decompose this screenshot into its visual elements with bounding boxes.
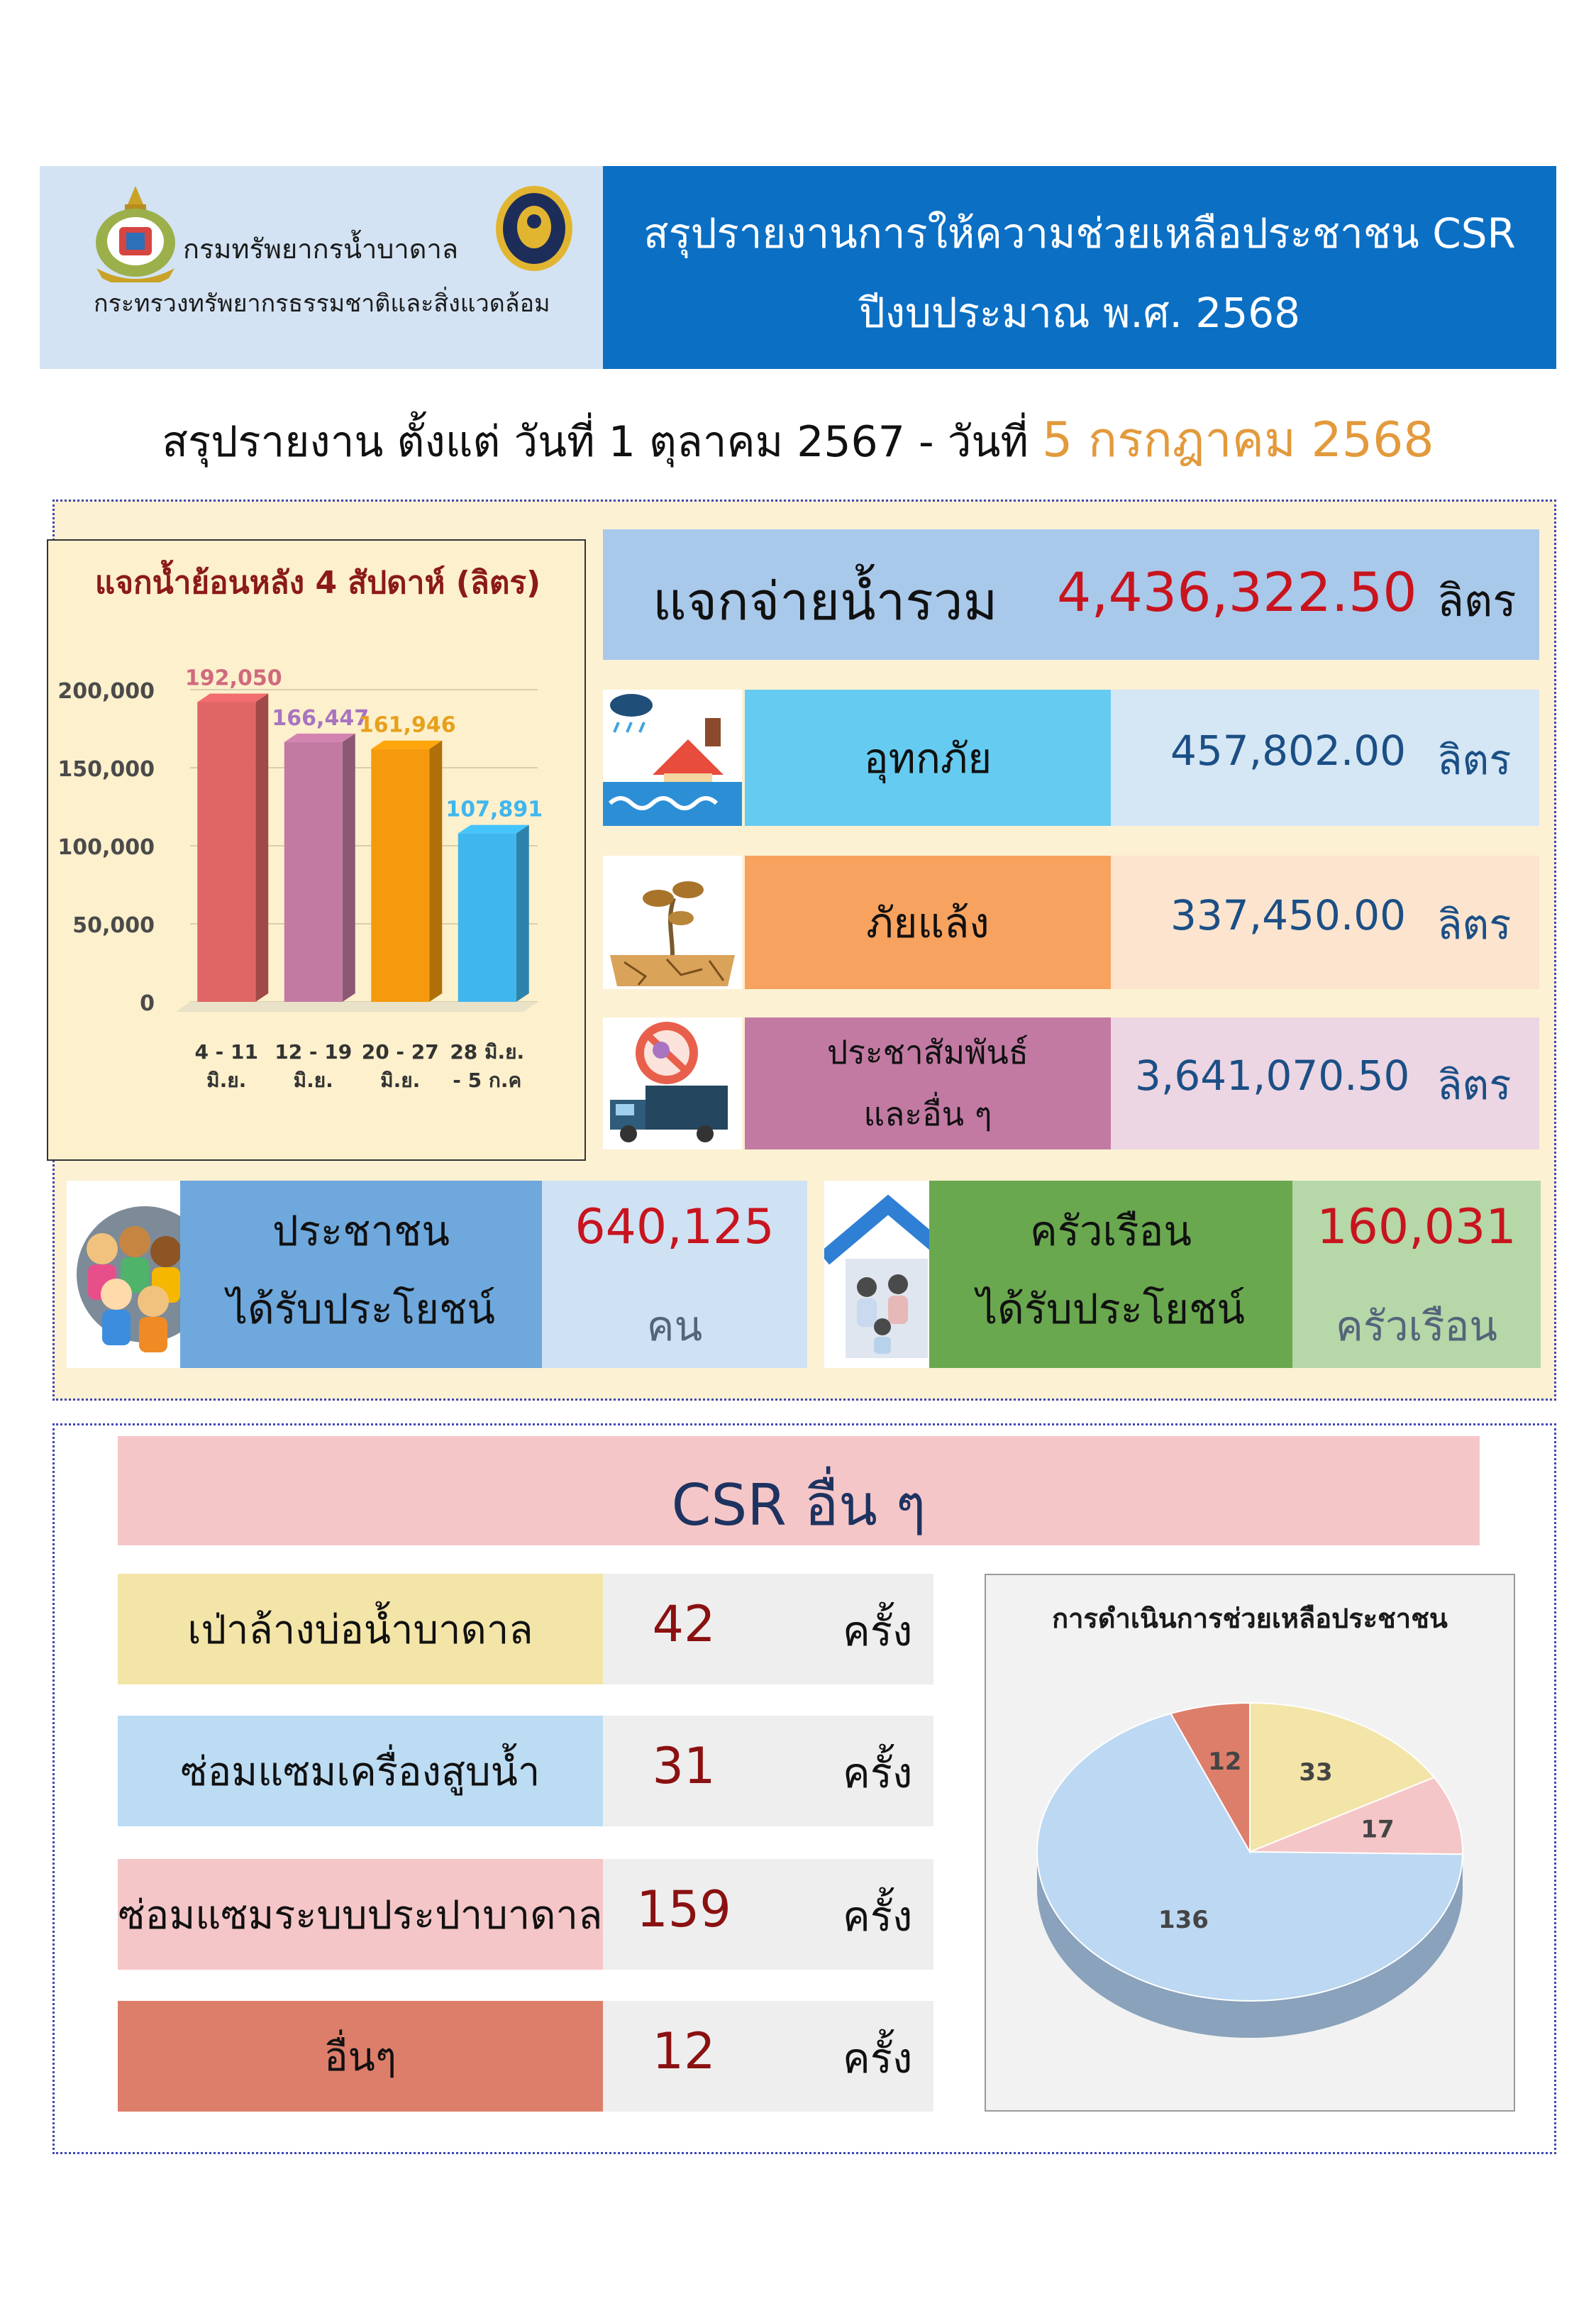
bar-side bbox=[429, 741, 442, 1002]
csr-other-banner bbox=[118, 1436, 1480, 1545]
row-value-panel-other bbox=[603, 2001, 933, 2112]
row-value-other: 12 bbox=[652, 2022, 716, 2080]
people-label bbox=[180, 1192, 542, 1348]
pie-slice-label: 12 bbox=[1208, 1748, 1242, 1777]
pie-chart-svg bbox=[986, 1575, 1514, 2110]
row-unit-other: ครั้ง bbox=[843, 2034, 913, 2082]
bar-2 bbox=[371, 749, 429, 1002]
pie-chart-title: การดำเนินการช่วยเหลือประชาชน bbox=[1052, 1603, 1448, 1634]
drought-value-panel bbox=[1111, 856, 1539, 989]
bar-y-tick-label: 150,000 bbox=[57, 757, 155, 782]
people-unit: คน bbox=[646, 1302, 703, 1350]
pie-slice-label: 136 bbox=[1158, 1906, 1209, 1935]
row-value-panel-pump-repair bbox=[603, 1716, 933, 1826]
flood-value-panel bbox=[1111, 690, 1539, 826]
row-label-water-system-repair: ซ่อมแซมระบบประปาบาดาล bbox=[118, 1859, 603, 1970]
bar-3 bbox=[458, 834, 516, 1002]
households-value-panel bbox=[1292, 1181, 1541, 1368]
bar-side bbox=[343, 734, 355, 1002]
csr-other-title: CSR อื่น ๆ bbox=[671, 1472, 926, 1538]
households-label-line2: ได้รับประโยชน์ bbox=[976, 1285, 1246, 1334]
report-period bbox=[0, 401, 1596, 478]
pr-other-value-panel bbox=[1111, 1017, 1539, 1149]
bar-x-tick-label: 20 - 27 bbox=[361, 1040, 439, 1064]
bar-y-tick-label: 100,000 bbox=[57, 835, 155, 860]
header-title-panel bbox=[603, 166, 1556, 369]
row-value-panel-water-system-repair bbox=[603, 1859, 933, 1970]
people-value: 640,125 bbox=[575, 1199, 775, 1255]
pr-other-label bbox=[745, 1017, 1111, 1149]
pr-other-value: 3,641,070.50 bbox=[1135, 1052, 1410, 1100]
people-label-panel bbox=[180, 1181, 542, 1368]
bar-value-label: 192,050 bbox=[184, 666, 282, 691]
people-label-line2: ได้รับประโยชน์ bbox=[226, 1285, 496, 1334]
report-period-prefix: สรุปรายงาน ตั้งแต่ วันที่ 1 ตุลาคม 2567 - วันที่ bbox=[162, 417, 1029, 467]
row-unit-well-flush: ครั้ง bbox=[843, 1607, 913, 1655]
bar-value-label: 166,447 bbox=[272, 705, 370, 731]
assistance-pie-chart bbox=[985, 1574, 1515, 2112]
bar-y-tick-label: 50,000 bbox=[72, 913, 155, 938]
pie-slice-label: 33 bbox=[1299, 1758, 1333, 1787]
row-unit-water-system-repair: ครั้ง bbox=[843, 1892, 913, 1941]
total-label: แจกจ่ายน้ำรวม bbox=[653, 571, 998, 632]
bar-x-tick-label: 12 - 19 bbox=[275, 1040, 353, 1064]
pr-other-label-line2: และอื่น ๆ bbox=[863, 1095, 992, 1133]
drought-value: 337,450.00 bbox=[1170, 891, 1407, 939]
department-name: กรมทรัพยากรน้ำบาดาล bbox=[183, 233, 459, 265]
bar-x-tick-label: - 5 ก.ค bbox=[453, 1069, 522, 1092]
bar-chart-title: แจกน้ำย้อนหลัง 4 สัปดาห์ (ลิตร) bbox=[94, 565, 541, 601]
row-value-water-system-repair: 159 bbox=[636, 1880, 731, 1938]
header-agency-panel bbox=[40, 166, 603, 369]
bar-value-label: 161,946 bbox=[358, 712, 456, 738]
flood-label: อุทกภัย bbox=[745, 690, 1111, 826]
bar-floor bbox=[176, 1002, 538, 1012]
bar-value-label: 107,891 bbox=[445, 797, 543, 822]
households-label bbox=[929, 1192, 1292, 1348]
households-label-line1: ครัวเรือน bbox=[1030, 1207, 1192, 1255]
row-value-pump-repair: 31 bbox=[652, 1737, 716, 1795]
bar-chart-svg bbox=[48, 541, 587, 1162]
total-water-panel bbox=[603, 529, 1539, 660]
weekly-bar-chart bbox=[47, 539, 586, 1161]
bar-side bbox=[516, 825, 529, 1002]
households-unit: ครัวเรือน bbox=[1336, 1302, 1497, 1350]
people-icon bbox=[67, 1181, 180, 1368]
fiscal-year: ปีงบประมาณ พ.ศ. 2568 bbox=[858, 289, 1301, 337]
people-value-panel bbox=[542, 1181, 807, 1368]
row-label-pump-repair: ซ่อมแซมเครื่องสูบน้ำ bbox=[118, 1716, 603, 1826]
pr-other-label-line1: ประชาสัมพันธ์ bbox=[827, 1032, 1029, 1071]
house-icon bbox=[824, 1181, 929, 1368]
bar-1 bbox=[284, 742, 343, 1002]
pr-other-unit: ลิตร bbox=[1437, 1061, 1512, 1109]
total-value: 4,436,322.50 bbox=[1057, 561, 1417, 624]
bar-y-tick-label: 200,000 bbox=[57, 679, 155, 704]
bar-y-tick-label: 0 bbox=[140, 991, 155, 1016]
flood-unit: ลิตร bbox=[1437, 736, 1512, 784]
pie-slice-label: 17 bbox=[1361, 1815, 1395, 1844]
people-label-line1: ประชาชน bbox=[272, 1207, 450, 1255]
total-unit: ลิตร bbox=[1437, 575, 1517, 627]
drought-label: ภัยแล้ง bbox=[745, 856, 1111, 989]
bar-x-tick-label: 28 มิ.ย. bbox=[450, 1040, 525, 1064]
dgr-emblem-icon bbox=[89, 183, 182, 282]
ministry-emblem-icon bbox=[492, 180, 576, 274]
water-truck-icon bbox=[603, 1017, 742, 1149]
report-end-date: 5 กรกฎาคม 2568 bbox=[1042, 412, 1434, 468]
bar-side bbox=[255, 693, 268, 1002]
row-label-well-flush: เป่าล้างบ่อน้ำบาดาล bbox=[118, 1574, 603, 1684]
bar-x-tick-label: มิ.ย. bbox=[380, 1069, 421, 1092]
bar-x-tick-label: 4 - 11 bbox=[194, 1040, 259, 1064]
row-value-panel-well-flush bbox=[603, 1574, 933, 1684]
flood-value: 457,802.00 bbox=[1170, 727, 1407, 775]
row-unit-pump-repair: ครั้ง bbox=[843, 1749, 913, 1797]
drought-unit: ลิตร bbox=[1437, 900, 1512, 949]
row-value-well-flush: 42 bbox=[652, 1595, 716, 1653]
bar-0 bbox=[197, 702, 255, 1002]
flood-icon bbox=[603, 690, 742, 826]
ministry-name: กระทรวงทรัพยากรธรรมชาติและสิ่งแวดล้อม bbox=[94, 289, 550, 318]
bar-x-tick-label: มิ.ย. bbox=[206, 1069, 247, 1092]
bar-x-tick-label: มิ.ย. bbox=[293, 1069, 333, 1092]
households-label-panel bbox=[929, 1181, 1292, 1368]
households-value: 160,031 bbox=[1317, 1199, 1517, 1255]
row-label-other: อื่นๆ bbox=[118, 2001, 603, 2112]
drought-icon bbox=[603, 856, 742, 989]
report-title: สรุปรายงานการให้ความช่วยเหลือประชาชน CSR bbox=[643, 209, 1516, 258]
